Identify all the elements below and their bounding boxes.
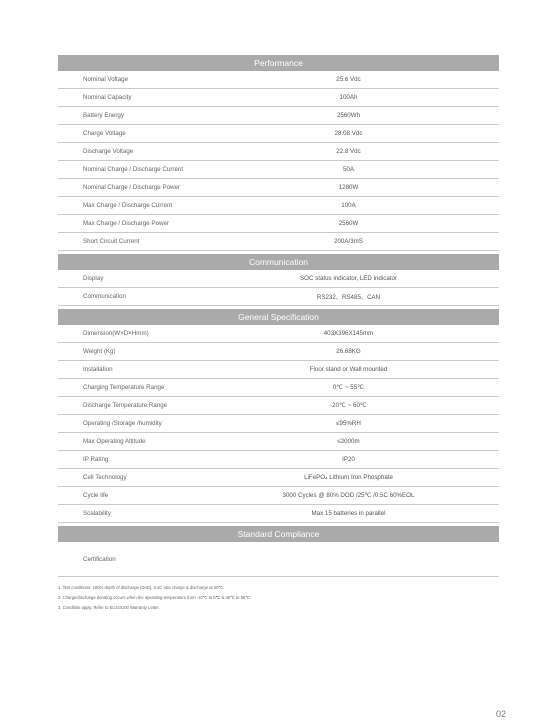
- spec-value: 2560Wh: [336, 112, 361, 119]
- spec-row: [58, 343, 499, 361]
- spec-label: Scalability: [83, 510, 111, 517]
- page-number: 02: [495, 709, 506, 719]
- spec-value: SOC status indicator, LED indicator: [300, 275, 397, 282]
- section-header-compliance: Standard Compliance: [58, 526, 499, 542]
- spec-label: Discharge Voltage: [83, 148, 134, 155]
- spec-label: Installation: [83, 366, 113, 373]
- spec-label: Charge Voltage: [83, 130, 126, 137]
- spec-value: 50A: [342, 166, 354, 173]
- spec-label: Max Charge / Discharge Current: [83, 202, 173, 209]
- spec-label: Max Charge / Discharge Power: [83, 220, 169, 227]
- spec-label: Operating /Storage /humidity: [83, 420, 162, 427]
- spec-row: [58, 397, 499, 415]
- spec-row: [58, 325, 499, 343]
- spec-row: [58, 379, 499, 397]
- spec-row: [58, 542, 499, 577]
- spec-value: 200A/3mS: [334, 238, 363, 245]
- spec-row: [58, 487, 499, 505]
- spec-row: [58, 125, 499, 143]
- spec-label: Max Operating Altitude: [83, 438, 146, 445]
- section-header-communication: Communication: [58, 254, 499, 270]
- spec-row: [58, 233, 499, 251]
- spec-value: 3000 Cycles @ 80% DOD /25℃ /0.5C 60%EOL: [282, 492, 415, 499]
- spec-label: Short Circuit Current: [83, 238, 140, 245]
- spec-value: Floor stand or Wall mounted: [309, 366, 388, 373]
- spec-row: [58, 505, 499, 523]
- section-performance: [58, 55, 499, 251]
- spec-label: Nominal Charge / Discharge Current: [83, 166, 184, 173]
- spec-row: [58, 89, 499, 107]
- spec-value: ≤95%RH: [336, 420, 361, 427]
- spec-sheet: [58, 52, 499, 577]
- spec-label: Nominal Capacity: [83, 94, 132, 101]
- spec-label: Cell Technology: [83, 474, 127, 481]
- spec-value: ≤2000m: [337, 438, 360, 445]
- spec-value: 26.68KG: [336, 348, 361, 355]
- spec-value: 403X396X145mm: [323, 330, 374, 337]
- spec-row: [58, 107, 499, 125]
- spec-value: 1280W: [338, 184, 359, 191]
- spec-row: [58, 71, 499, 89]
- spec-label: Nominal Voltage: [83, 76, 129, 83]
- spec-row: [58, 288, 499, 306]
- spec-value: 0℃ ~ 55℃: [332, 384, 365, 391]
- spec-label: Cycle life: [83, 492, 109, 499]
- footnote-3: 3. Condition apply. Refer to ELV24100 Warranty Letter.: [58, 605, 160, 610]
- spec-label: IP Rating: [83, 456, 109, 463]
- spec-row: [58, 161, 499, 179]
- footnote-1: 1. Test conditions: 100% depth of discharge (DoD), 0.2C rate charge & discharge at 25℃.: [58, 585, 225, 590]
- section-compliance: [58, 526, 499, 577]
- spec-label: Dimension(W×D×Hmm): [83, 330, 149, 337]
- section-communication: [58, 254, 499, 306]
- spec-label: Communication: [83, 293, 126, 300]
- section-general: [58, 309, 499, 523]
- spec-label: Battery Energy: [83, 112, 124, 119]
- spec-label: Nominal Charge / Discharge Power: [83, 184, 180, 191]
- spec-label: Certification: [83, 555, 116, 563]
- spec-label: Display: [83, 275, 104, 282]
- spec-value: 100A: [341, 202, 356, 209]
- spec-value: IP20: [342, 456, 355, 463]
- footnotes: [58, 583, 499, 613]
- spec-row: [58, 270, 499, 288]
- spec-row: [58, 451, 499, 469]
- spec-row: [58, 469, 499, 487]
- spec-value: RS232、RS485、CAN: [316, 294, 381, 301]
- spec-row: [58, 143, 499, 161]
- spec-value: -20℃ ~ 60℃: [330, 402, 367, 409]
- spec-value: 28.08 Vdc: [334, 130, 363, 137]
- spec-value: 25.6 Vdc: [336, 76, 361, 83]
- spec-label: Discharge Temperature Range: [83, 402, 168, 409]
- spec-value: Max 15 batteries in parallel: [311, 510, 386, 517]
- spec-value: 2560W: [338, 220, 359, 227]
- spec-value: 100Ah: [339, 94, 358, 101]
- spec-row: [58, 433, 499, 451]
- spec-row: [58, 179, 499, 197]
- section-header-general: General Specification: [58, 309, 499, 325]
- spec-row: [58, 197, 499, 215]
- spec-row: [58, 215, 499, 233]
- spec-value: LiFePO₄ Lithium Iron Phosphate: [304, 474, 393, 481]
- spec-label: Weight (Kg): [83, 348, 116, 355]
- spec-sections: [58, 55, 499, 577]
- spec-label: Charging Temperature Range: [83, 384, 165, 391]
- section-header-performance: Performance: [58, 55, 499, 71]
- spec-row: [58, 361, 499, 379]
- spec-row: [58, 415, 499, 433]
- footnote-2: 2. Charge/discharge derating occurs when the operating temperature from -10℃ to 5℃ & 45℃ to 55℃.: [58, 595, 252, 600]
- spec-value: 22.8 Vdc: [336, 148, 361, 155]
